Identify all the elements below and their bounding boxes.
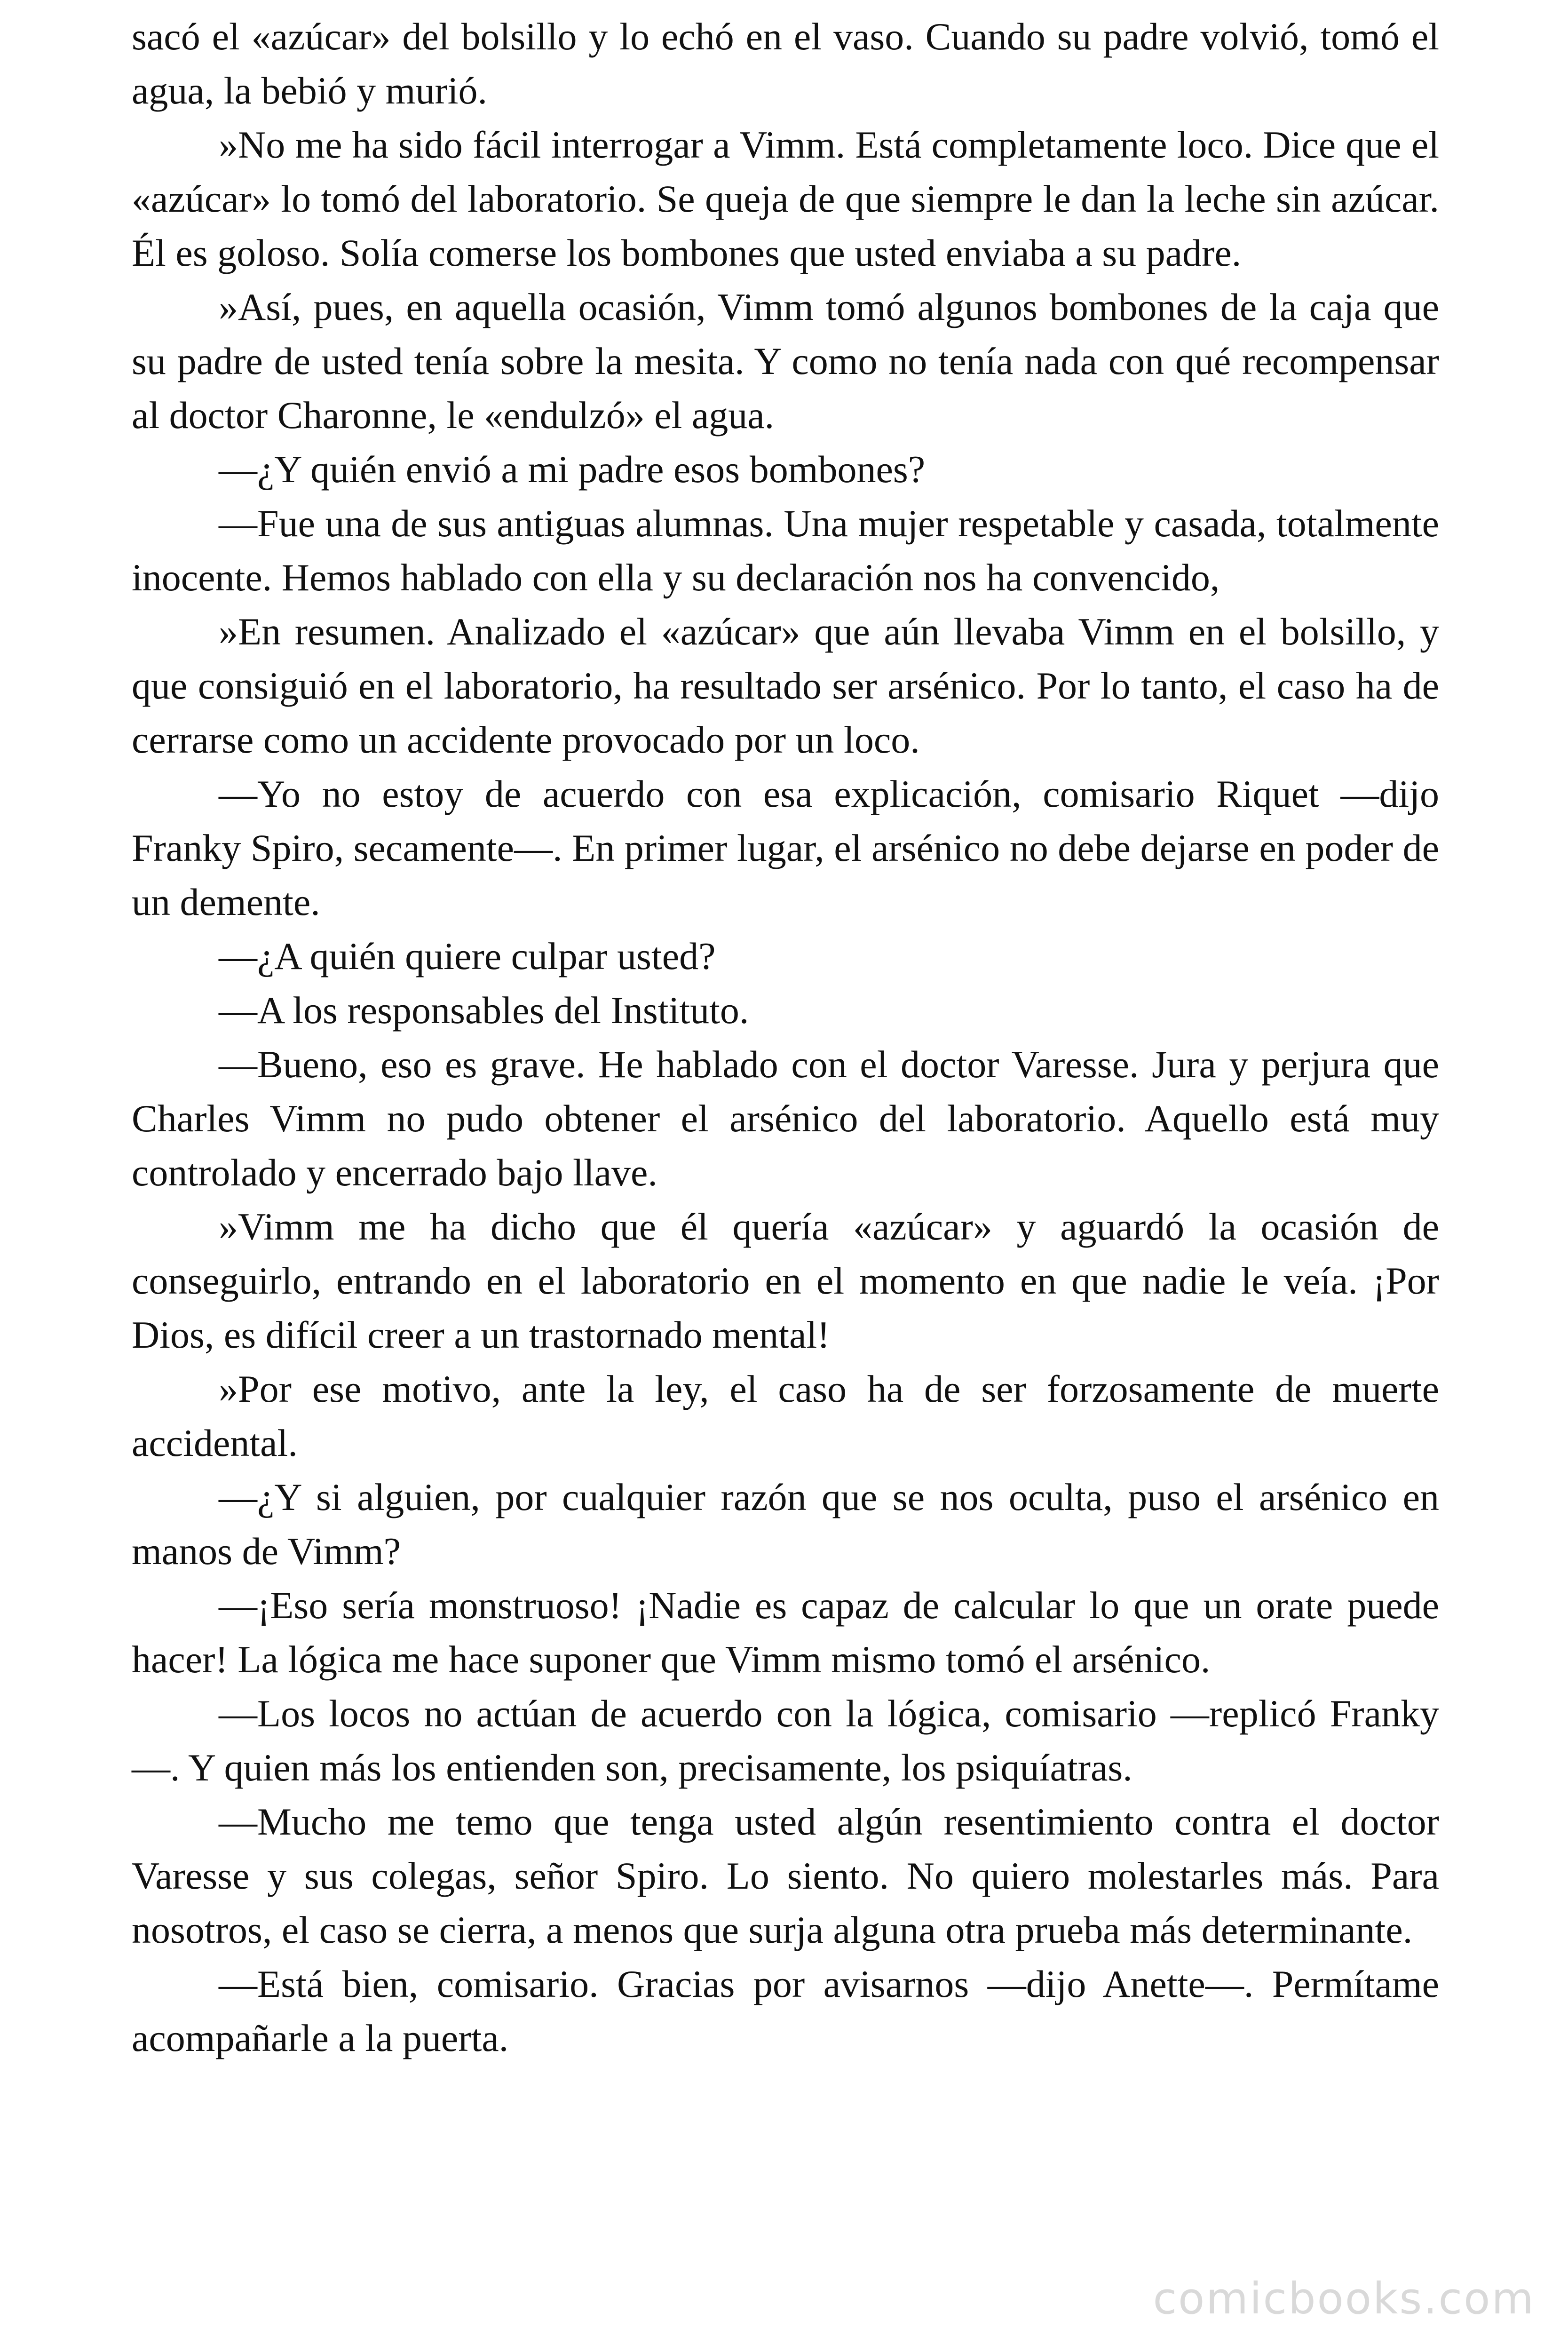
paragraph-3: »Así, pues, en aquella ocasión, Vimm tomó algunos bombones de la caja que su padre de usted tenía sobre la mesita. Y como no tenía nada con qué recompensar al doctor Charonne, le «endulzó» el agua. (132, 286, 1439, 437)
paragraph-1: sacó el «azúcar» del bolsillo y lo echó en el vaso. Cuando su padre volvió, tomó el agua, la bebió y murió. (132, 15, 1439, 112)
paragraph-4: —¿Y quién envió a mi padre esos bombones? (219, 448, 926, 491)
paragraph-7: —Yo no estoy de acuerdo con esa explicación, comisario Riquet —dijo Franky Spiro, secamente—. En primer lugar, el arsénico no debe dejarse en poder de un demente. (132, 772, 1439, 923)
paragraph-2: »No me ha sido fácil interrogar a Vimm. Está completamente loco. Dice que el «azúcar» lo tomó del laboratorio. Se queja de que siempre le dan la leche sin azúcar. Él es goloso. Solía comerse los bombones que usted enviaba a su padre. (132, 123, 1439, 274)
paragraph-15: —Los locos no actúan de acuerdo con la lógica, comisario —replicó Franky—. Y quien más los entienden son, precisamente, los psiquíatras. (132, 1692, 1439, 1789)
paragraph-6: »En resumen. Analizado el «azúcar» que aún llevaba Vimm en el bolsillo, y que consiguió en el laboratorio, ha resultado ser arsénico. Por lo tanto, el caso ha de cerrarse como un accidente provocado por un loco. (132, 610, 1439, 761)
watermark: comicbooks.com (1153, 2273, 1535, 2324)
paragraph-11: »Vimm me ha dicho que él quería «azúcar» y aguardó la ocasión de conseguirlo, entrando en el laboratorio en el momento en que nadie le veía. ¡Por Dios, es difícil creer a un trastornado mental! (132, 1205, 1439, 1356)
paragraph-9: —A los responsables del Instituto. (219, 989, 749, 1032)
paragraph-13: —¿Y si alguien, por cualquier razón que se nos oculta, puso el arsénico en manos de Vimm? (132, 1476, 1439, 1573)
book-page (132, 9, 1439, 2305)
paragraph-10: —Bueno, eso es grave. He hablado con el doctor Varesse. Jura y perjura que Charles Vimm no pudo obtener el arsénico del laboratorio. Aquello está muy controlado y encerrado bajo llave. (132, 1043, 1439, 1194)
paragraph-12: »Por ese motivo, ante la ley, el caso ha de ser forzosamente de muerte accidental. (132, 1367, 1439, 1464)
paragraph-8: —¿A quién quiere culpar usted? (219, 935, 716, 977)
paragraph-5: —Fue una de sus antiguas alumnas. Una mujer respetable y casada, totalmente inocente. Hemos hablado con ella y su declaración nos ha convencido, (132, 502, 1439, 599)
paragraph-16: —Mucho me temo que tenga usted algún resentimiento contra el doctor Varesse y sus colegas, señor Spiro. Lo siento. No quiero molestarles más. Para nosotros, el caso se cierra, a menos que surja alguna otra prueba más determinante. (132, 1800, 1439, 1951)
paragraph-14: —¡Eso sería monstruoso! ¡Nadie es capaz de calcular lo que un orate puede hacer! La lógica me hace suponer que Vimm mismo tomó el arsénico. (132, 1584, 1439, 1681)
paragraph-17: —Está bien, comisario. Gracias por avisarnos —dijo Anette—. Permítame acompañarle a la puerta. (132, 1963, 1439, 2059)
